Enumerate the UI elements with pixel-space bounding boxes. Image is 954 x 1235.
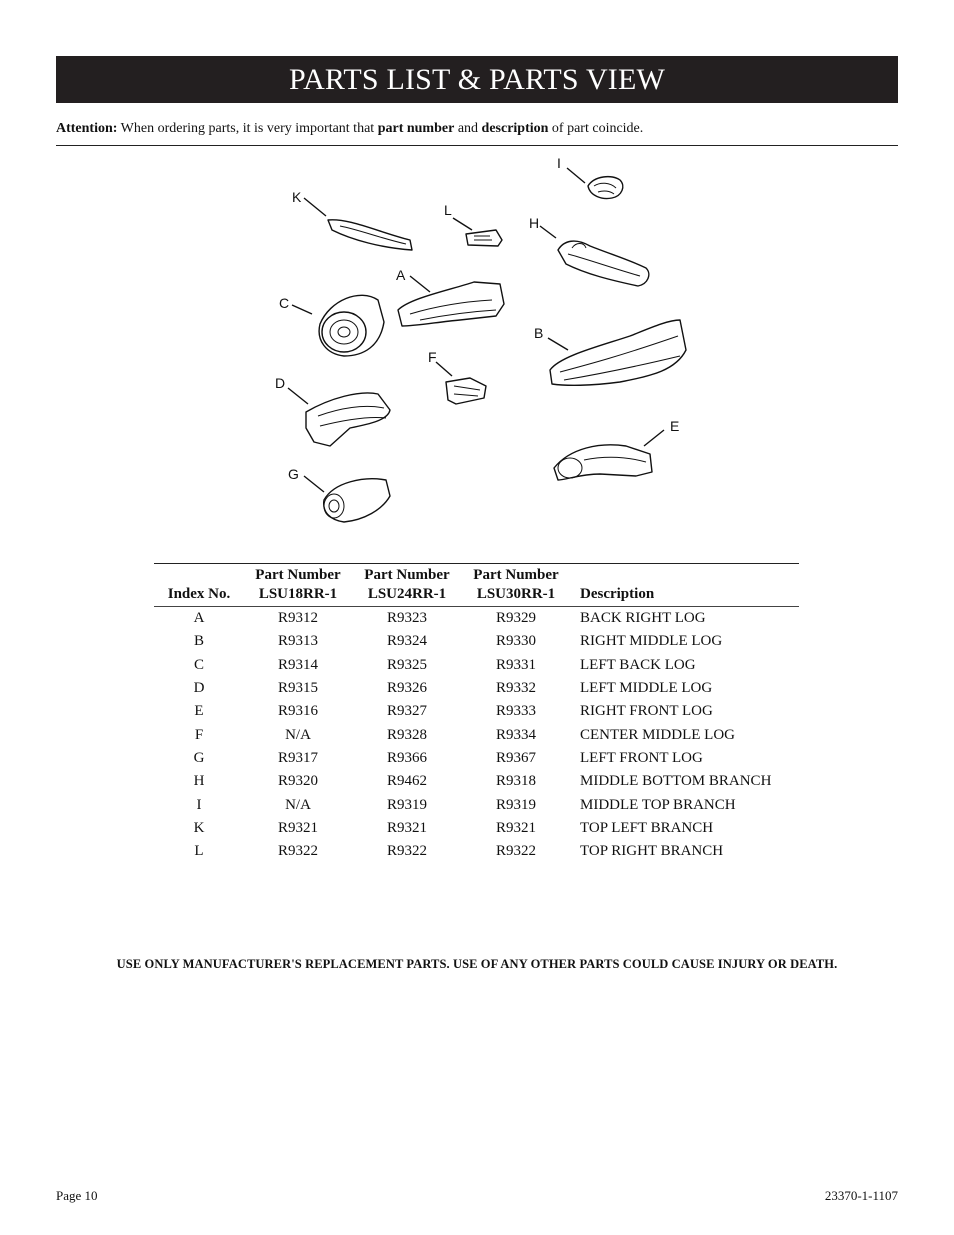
cell-description: RIGHT MIDDLE LOG [580,633,723,650]
part-d-shape [306,393,390,446]
cell-part-lsu18: R9315 [277,680,318,697]
cell-part-lsu30: R9334 [495,726,536,743]
header-part-lsu24 [352,564,462,607]
leader-line-l [453,218,472,230]
cell-description: MIDDLE TOP BRANCH [580,796,736,813]
cell-part-lsu30: R9330 [495,633,536,650]
header-description: Description [570,564,799,607]
cell-part-lsu18: R9317 [277,749,318,766]
cell-index: H [193,773,205,790]
page-title-bar [56,56,898,103]
header-divider [56,145,898,146]
cell-description: LEFT MIDDLE LOG [580,680,713,697]
header-index: Index No. [154,564,244,607]
table-row [154,630,799,653]
part-i-shape [588,177,623,199]
cell-part-lsu30: R9329 [495,610,536,627]
cell-description: RIGHT FRONT LOG [580,703,713,720]
leader-line-g [304,476,324,492]
cell-description: BACK RIGHT LOG [580,610,706,627]
cell-index: F [194,726,204,743]
table-row [154,723,799,746]
cell-part-lsu24: R9328 [386,726,427,743]
header-part-lsu30 [462,564,570,607]
cell-part-lsu18: N/A [285,726,311,743]
cell-part-lsu18: R9312 [277,610,318,627]
attention-label: Attention: [56,121,118,136]
cell-part-lsu30: R9318 [495,773,536,790]
cell-index: B [193,633,204,650]
part-f-shape [446,378,486,404]
cell-index: L [194,843,204,860]
cell-part-lsu24: R9323 [386,610,427,627]
leader-line-b [548,338,568,350]
header-part-lsu18-line1: Part Number [255,567,341,583]
page-number: Page 10 [56,1188,98,1203]
document-number: 23370-1-1107 [824,1188,898,1203]
cell-part-lsu18: R9322 [277,843,318,860]
table-row [154,747,799,770]
leader-line-e [644,430,664,446]
part-c-log [292,295,384,356]
figure-label-a: A [396,267,406,283]
cell-index: A [193,610,205,627]
cell-part-lsu30: R9367 [495,749,536,766]
parts-list-table [154,563,799,863]
figure-label-f: F [428,349,437,365]
cell-description: MIDDLE BOTTOM BRANCH [580,773,772,790]
cell-part-lsu18: R9313 [277,633,318,650]
header-part-lsu18-line2: LSU18RR-1 [258,586,338,602]
attention-text-1: When ordering parts, it is very important that [117,121,378,136]
part-h-log [540,226,649,286]
header-part-lsu30-line2: LSU30RR-1 [476,586,556,602]
part-e-shape [554,445,652,480]
cell-index: D [193,680,205,697]
figure-label-h: H [529,215,540,231]
attention-bold-2: description [481,121,549,136]
figure-label-c: C [279,295,290,311]
header-part-lsu24-line1: Part Number [364,567,450,583]
table-row [154,817,799,840]
cell-part-lsu30: R9322 [495,843,536,860]
page-title: PARTS LIST & PARTS VIEW [288,62,666,96]
cell-part-lsu18: R9320 [277,773,318,790]
attention-text-3: of part coincide. [548,121,644,136]
cell-part-lsu30: R9332 [495,680,536,697]
cell-part-lsu30: R9331 [495,656,536,673]
cell-part-lsu24: R9322 [386,843,427,860]
leader-line-a [410,276,430,292]
figure-label-k: K [292,189,302,205]
part-b-shape [550,320,686,385]
part-i-log [567,168,623,199]
cell-index: C [193,656,204,673]
cell-part-lsu24: R9326 [386,680,427,697]
cell-index: I [196,796,202,813]
cell-index: K [193,819,205,836]
table-row [154,607,799,631]
cell-index: G [193,749,205,766]
table-row [154,770,799,793]
part-k-shape [328,220,412,250]
cell-part-lsu24: R9366 [386,749,427,766]
figure-label-i: I [557,155,561,171]
figure-label-g: G [288,466,299,482]
attention-note [56,120,898,138]
cell-part-lsu24: R9325 [386,656,427,673]
cell-part-lsu18: R9316 [277,703,318,720]
figure-label-e: E [670,418,680,434]
cell-part-lsu24: R9324 [386,633,427,650]
cell-part-lsu24: R9321 [386,819,427,836]
cell-part-lsu18: R9314 [277,656,318,673]
cell-part-lsu30: R9333 [495,703,536,720]
part-l-shape [466,230,502,246]
header-part-lsu18 [244,564,352,607]
part-g-log [304,476,390,522]
cell-part-lsu24: R9462 [386,773,427,790]
attention-bold-1: part number [377,121,455,136]
cell-description: TOP RIGHT BRANCH [580,843,724,860]
table-header-row [154,564,799,607]
cell-description: CENTER MIDDLE LOG [580,726,735,743]
table-row [154,793,799,816]
table-body [154,607,799,864]
cell-part-lsu24: R9327 [386,703,427,720]
cell-part-lsu24: R9319 [386,796,427,813]
cell-description: LEFT BACK LOG [580,656,696,673]
header-part-lsu30-line1: Part Number [473,567,559,583]
leader-line-d [288,388,308,404]
cell-part-lsu30: R9319 [495,796,536,813]
part-b-log [548,320,686,385]
figure-label-b: B [534,325,544,341]
cell-description: LEFT FRONT LOG [580,749,703,766]
cell-index: E [194,703,204,720]
leader-line-c [292,305,312,314]
part-d-log [288,388,390,446]
part-l-log [453,218,502,246]
figure-label-d: D [275,375,286,391]
cell-part-lsu30: R9321 [495,819,536,836]
cell-part-lsu18: N/A [285,796,311,813]
table-row [154,840,799,863]
figure-label-l: L [444,202,452,218]
parts-view-drawing [260,150,700,540]
leader-line-k [304,198,326,216]
parts-view-figure [260,150,700,540]
leader-line-i [567,168,585,183]
table-header [154,564,799,607]
cell-part-lsu18: R9321 [277,819,318,836]
table-row [154,677,799,700]
leader-line-f [436,362,452,376]
attention-text-2: and [454,121,482,136]
part-f-log [436,362,486,404]
leader-line-h [540,226,556,238]
warning-notice: USE ONLY MANUFACTURER'S REPLACEMENT PARTS. USE OF ANY OTHER PARTS COULD CAUSE INJURY OR DEATH. [116,957,838,971]
table-row [154,654,799,677]
part-k-log [304,198,412,250]
part-e-log [554,430,664,480]
part-a-log [398,276,504,326]
part-h-shape [558,241,649,286]
table-row [154,700,799,723]
cell-description: TOP LEFT BRANCH [580,819,714,836]
header-part-lsu24-line2: LSU24RR-1 [367,586,447,602]
